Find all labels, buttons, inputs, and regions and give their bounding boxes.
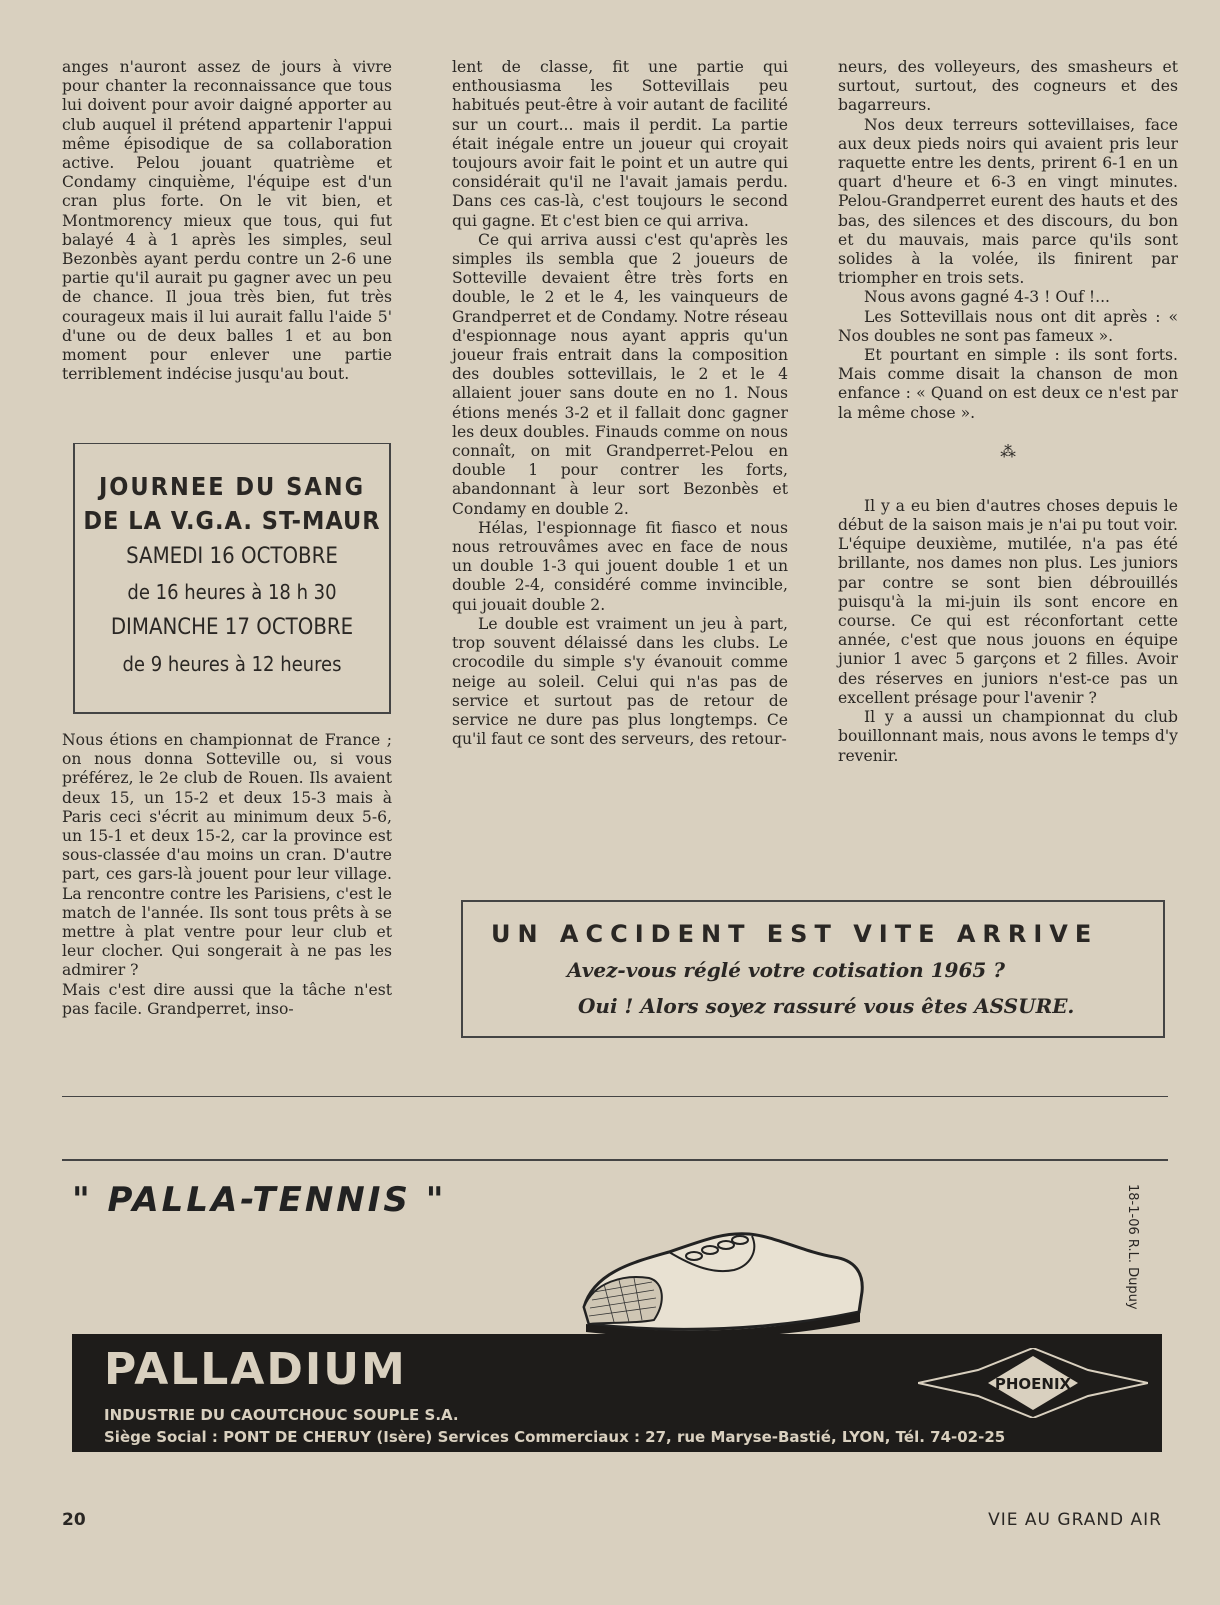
insurance-headline: UN ACCIDENT EST VITE ARRIVE xyxy=(491,920,1099,948)
logo-text: PHOENIX xyxy=(994,1375,1072,1393)
paragraph: lent de classe, fit une partie qui enthousiasma les Sottevillais peu habitués peut-être à voir autant de facilité sur un court... mais il perdit. La partie était inégale entre un joueur qui croyait toujours avoir fait le point et un autre qui considérait qu'il ne l'avait jamais perdu. Dans ces cas-là, c'est toujours le second qui gagne. Et c'est bien ce qui arriva. xyxy=(452,58,788,230)
column-1-top-text xyxy=(62,58,392,384)
section-separator xyxy=(838,423,1178,497)
paragraph: Le double est vraiment un jeu à part, trop souvent délaissé dans les clubs. Le crocodile du simple s'y évanouit comme neige au soleil. Celui qui n'as pas de service et surtout pas de retour de service ne dure pas plus longtemps. Ce qu'il faut ce sont des serveurs, des retour- xyxy=(452,614,788,749)
paragraph: Les Sottevillais nous ont dit après : « Nos doubles ne sont pas fameux ». xyxy=(838,307,1178,345)
notice-title: JOURNEE DU SANG xyxy=(98,472,366,501)
phoenix-logo-icon xyxy=(918,1348,1148,1418)
blood-drive-notice xyxy=(73,443,391,714)
paragraph: Nous étions en championnat de France ; on nous donna Sotteville ou, si vous préférez, le 2e club de Rouen. Ils avaient deux 15, un 15-2 et deux 15-3 mais à Paris ceci s'écrit au minimum deux 5-6, un 15-1 et deux 15-2, car la province est sous-classée d'au moins un cran. D'autre part, ces gars-là jouent pour leur village. La rencontre contre les Parisiens, c'est le match de l'année. Ils sont tous prêts à se mettre à plat ventre pour leur club et leur clocher. Qui songerait à ne pas les admirer ? xyxy=(62,731,392,980)
insurance-question: Avez-vous réglé votre cotisation 1965 ? xyxy=(567,958,1005,982)
paragraph: Ce qui arriva aussi c'est qu'après les simples ils sembla que 2 joueurs de Sotteville devaient être très forts en double, le 2 et le 4, les vainqueurs de Grandperret et de Condamy. Notre réseau d'espionnage nous ayant appris qu'un joueur frais entrait dans la composition des doubles sottevillais, le 2 et le 4 allaient jouer sans doute en no 1. Nous étions menés 3-2 et il fallait donc gagner les deux doubles. Finauds comme on nous connaît, on mit Grandperret-Pelou en double 1 pour contrer les forts, abandonnant à leur sort Bezonbès et Condamy en double 2. xyxy=(452,230,788,518)
paragraph: Il y a aussi un championnat du club bouillonnant mais, nous avons le temps d'y revenir. xyxy=(838,708,1178,765)
page-number: 20 xyxy=(62,1510,86,1530)
brand-name: PALLADIUM xyxy=(104,1344,407,1395)
ad-credit: 18-1-06 R.L. Dupuy xyxy=(1125,1184,1140,1310)
insurance-notice xyxy=(461,900,1165,1038)
palladium-banner xyxy=(72,1334,1162,1452)
paragraph: Nous avons gagné 4-3 ! Ouf !... xyxy=(864,288,1111,307)
column-1-bottom-text xyxy=(62,731,392,1019)
notice-date-2: DIMANCHE 17 OCTOBRE xyxy=(110,615,354,640)
magazine-title: VIE AU GRAND AIR xyxy=(988,1510,1162,1530)
paragraph: Mais c'est dire aussi que la tâche n'est pas facile. Grandperret, inso- xyxy=(62,980,392,1018)
asterism-icon: ⁂ xyxy=(1000,442,1016,461)
paragraph: Nos deux terreurs sottevillaises, face aux deux pieds noirs qui avaient pris leur raquette entre les dents, prirent 6-1 en un quart d'heure et 6-3 en vingt minutes. Pelou-Grandperret eurent des hauts et des bas, des silences et des discours, du bon et du mauvais, mais parce qu'ils sont solides à la volée, ils finirent par triompher en trois sets. xyxy=(838,115,1178,288)
notice-hours-2: de 9 heures à 12 heures xyxy=(122,652,342,676)
paragraph: Hélas, l'espionnage fit fiasco et nous nous retrouvâmes avec en face de nous un double 1-3 qui jouent double 1 et un double 2-4, considéré comme invincible, qui jouait double 2. xyxy=(452,518,788,614)
paragraph: anges n'auront assez de jours à vivre pour chanter la reconnaissance que tous lui doivent pour avoir daigné apporter au club auquel il prétend appartenir l'appui même épisodique de sa collaboration active. Pelou jouant quatrième et Condamy cinquième, l'équipe est d'un cran plus forte. On le vit bien, et Montmorency mieux que tous, qui fut balayé 4 à 1 après les simples, seul Bezonbès ayant perdu contre un 2-6 une partie qu'il aurait pu gagner avec un peu de chance. Il joua très bien, fut très courageux mais il lui aurait fallu l'aide 5' d'une ou de deux balles 1 et au bon moment pour enlever une partie terriblement indécise jusqu'au bout. xyxy=(62,58,392,384)
company-description: INDUSTRIE DU CAOUTCHOUC SOUPLE S.A. xyxy=(104,1406,459,1424)
divider xyxy=(62,1159,1168,1161)
sneaker-illustration-icon xyxy=(574,1212,874,1342)
notice-hours-1: de 16 heures à 18 h 30 xyxy=(127,580,337,604)
notice-date-1: SAMEDI 16 OCTOBRE xyxy=(126,544,338,569)
ad-title: " PALLA-TENNIS " xyxy=(72,1180,447,1220)
column-2-text xyxy=(452,58,788,749)
notice-subtitle: DE LA V.G.A. ST-MAUR xyxy=(83,506,381,535)
divider xyxy=(62,1096,1168,1097)
paragraph: Il y a eu bien d'autres choses depuis le début de la saison mais je n'ai pu tout voir. L'équipe deuxième, mutilée, n'a pas été brillante, nos dames non plus. Les juniors par contre se sont bien débrouillés puisqu'à la mi-juin ils sont encore en course. Ce qui est réconfortant cette année, c'est que nous jouons en équipe junior 1 avec 5 garçons et 2 filles. Avoir des réserves en juniors n'est-ce pas un excellent présage pour l'avenir ? xyxy=(838,496,1178,707)
insurance-answer: Oui ! Alors soyez rassuré vous êtes ASSURE. xyxy=(578,994,1075,1018)
paragraph: Et pourtant en simple : ils sont forts. Mais comme disait la chanson de mon enfance : « Quand on est deux ce n'est par la même chose ». xyxy=(838,346,1178,422)
company-address: Siège Social : PONT DE CHERUY (Isère) Services Commerciaux : 27, rue Maryse-Bastié, LYON, Tél. 74-02-25 xyxy=(104,1428,1006,1446)
paragraph: neurs, des volleyeurs, des smasheurs et surtout, surtout, des cogneurs et des bagarreurs. xyxy=(838,58,1178,115)
column-3-text xyxy=(838,58,1178,766)
